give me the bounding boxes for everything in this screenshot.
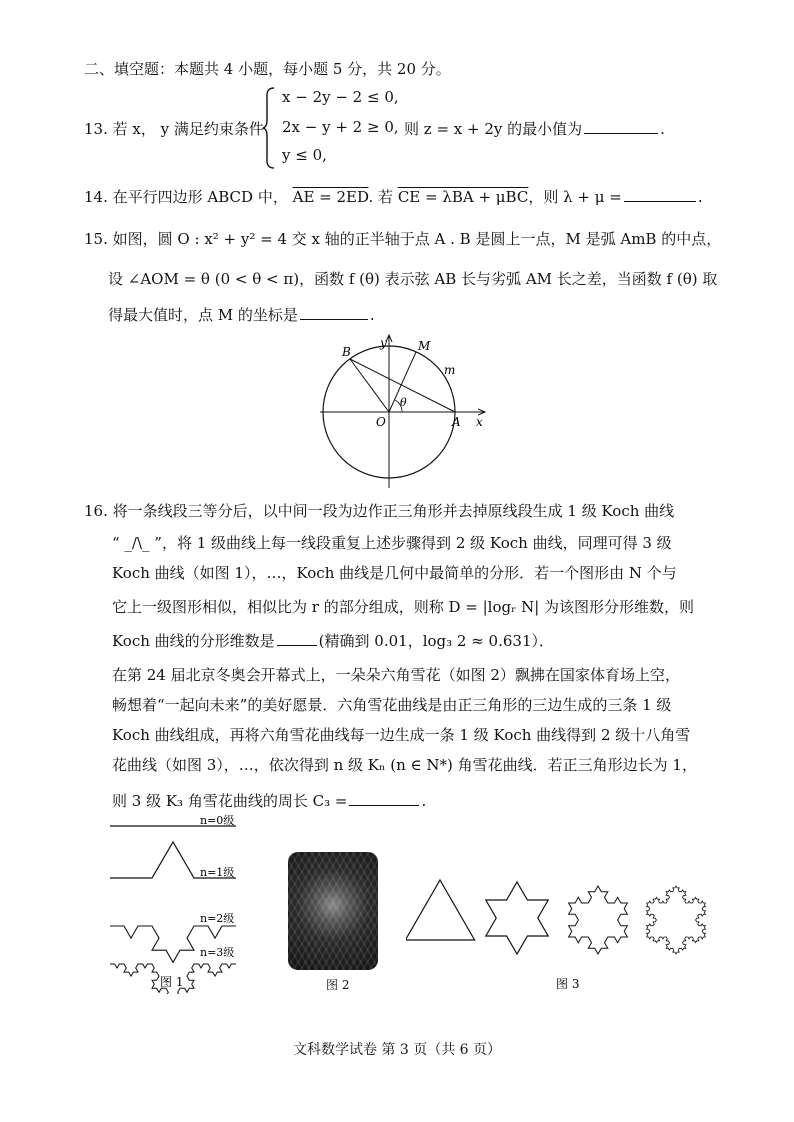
label-y: y — [380, 336, 387, 350]
q13-prefix: 若 x， y 满足约束条件 — [112, 120, 264, 138]
q13-end: . — [660, 120, 665, 138]
figure-3-snowflakes — [406, 862, 716, 1002]
q14-vector-eq1: AE = 2ED — [292, 188, 369, 206]
q13-answer-blank[interactable] — [584, 132, 658, 134]
q16-text-10b: . — [421, 792, 427, 810]
label-B: B — [342, 345, 351, 359]
q15-text-1: 如图，圆 O : x² + y² = 4 交 x 轴的正半轴于点 A . B 是圆上一点，M 是弧 AmB 的中点， — [112, 230, 722, 248]
q15-circle-figure — [316, 330, 492, 490]
q16-answer-blank-2[interactable] — [349, 804, 419, 806]
segment-OB — [350, 359, 389, 412]
q15-end: . — [369, 306, 375, 324]
q15-number: 15. — [84, 230, 108, 248]
label-n2: n=2级 — [200, 912, 235, 925]
label-n3: n=3级 — [200, 946, 235, 959]
q13-condition-3: y ≤ 0, — [282, 146, 327, 164]
q15-line-2: 设 ∠AOM = θ (0 < θ < π)，函数 f (θ) 表示弦 AB 长与劣弧 AM 长之差，当函数 f (θ) 取 — [108, 270, 718, 288]
q16-answer-blank-1[interactable] — [277, 644, 317, 646]
q15-answer-blank[interactable] — [300, 318, 368, 320]
q16-line-1 — [84, 500, 674, 521]
label-theta: θ — [400, 396, 407, 409]
q14-vector-eq2: CE = λBA + μBC — [397, 188, 529, 206]
q13-condition-1: x − 2y − 2 ≤ 0, — [282, 88, 399, 106]
figure-1-koch-curves — [104, 814, 284, 994]
q16-line-5 — [112, 630, 554, 651]
q16-text-1: 将一条线段三等分后，以中间一段为边作正三角形并去掉原线段生成 1 级 Koch 曲线 — [112, 502, 675, 520]
section-title: 二、填空题：本题共 4 小题，每小题 5 分，共 20 分。 — [84, 60, 451, 78]
q14-text-c: ，则 λ + μ = — [528, 188, 622, 206]
page-footer: 文科数学试卷 第 3 页（共 6 页） — [292, 1042, 502, 1058]
q16-text-5a: Koch 曲线的分形维数是 — [112, 632, 275, 650]
label-x: x — [476, 415, 483, 429]
label-M: M — [418, 339, 431, 353]
q16-line-7: 畅想着“一起向未来”的美好愿景．六角雪花曲线是由正三角形的三边生成的三条 1 级 — [112, 696, 672, 714]
q16-line-4: 它上一级图形相似，相似比为 r 的部分组成，则称 D = |logᵣ N| 为该图形分形维数，则 — [112, 598, 695, 616]
snowflake-level-0 — [406, 880, 475, 940]
q16-text-5b: (精确到 0.01，log₃ 2 ≈ 0.631）． — [318, 632, 554, 650]
label-m: m — [444, 363, 456, 377]
q14-line — [84, 186, 703, 207]
q13-condition-2: 2x − y + 2 ≥ 0, — [282, 118, 399, 136]
q14-number: 14. — [84, 188, 108, 206]
q14-text-b: . 若 — [368, 188, 394, 206]
q16-line-6: 在第 24 届北京冬奥会开幕式上，一朵朵六角雪花（如图 2）飘拂在国家体育场上空， — [112, 666, 680, 684]
q13-suffix-line — [404, 118, 665, 139]
snowflake-level-3 — [647, 886, 706, 954]
q15-text-3: 得最大值时，点 M 的坐标是 — [108, 306, 298, 324]
q16-number: 16. — [84, 502, 108, 520]
q13-brace — [262, 86, 276, 170]
q15-line-3 — [108, 304, 375, 325]
q14-end: . — [697, 188, 703, 206]
q14-text-a: 在平行四边形 ABCD 中， — [112, 188, 288, 206]
q15-line-1 — [84, 228, 721, 249]
q13-line — [84, 118, 264, 139]
q14-answer-blank[interactable] — [624, 200, 696, 202]
figure-2-snowflake-photo — [288, 852, 378, 970]
q16-line-9: 花曲线（如图 3），…，依次得到 n 级 Kₙ (n ∈ N*) 角雪花曲线．若正三角形边长为 1， — [112, 756, 697, 774]
q13-suffix: 则 z = x + 2y 的最小值为 — [404, 120, 583, 138]
q16-line-3: Koch 曲线（如图 1），…，Koch 曲线是几何中最简单的分形．若一个图形由 N 个与 — [112, 564, 677, 582]
label-n1: n=1级 — [200, 866, 235, 879]
label-O: O — [376, 415, 386, 429]
label-A: A — [452, 415, 461, 429]
label-n0: n=0级 — [200, 814, 235, 827]
q16-line-2: “ _/\_ ”，将 1 级曲线上每一线段重复上述步骤得到 2 级 Koch 曲线，同理可得 3 级 — [112, 534, 672, 552]
q13-number: 13. — [84, 120, 108, 138]
snowflake-level-2 — [569, 886, 628, 954]
snowflake-level-1 — [486, 882, 548, 954]
figure-3-caption: 图 3 — [556, 977, 580, 991]
q16-text-10a: 则 3 级 K₃ 角雪花曲线的周长 C₃ = — [112, 792, 348, 810]
q16-line-8: Koch 曲线组成，再将六角雪花曲线每一边生成一条 1 级 Koch 曲线得到 2 级十八角雪 — [112, 726, 691, 744]
figure-2-caption: 图 2 — [326, 978, 350, 992]
figure-1-caption: 图 1 — [160, 975, 184, 989]
q16-line-10 — [112, 790, 426, 811]
